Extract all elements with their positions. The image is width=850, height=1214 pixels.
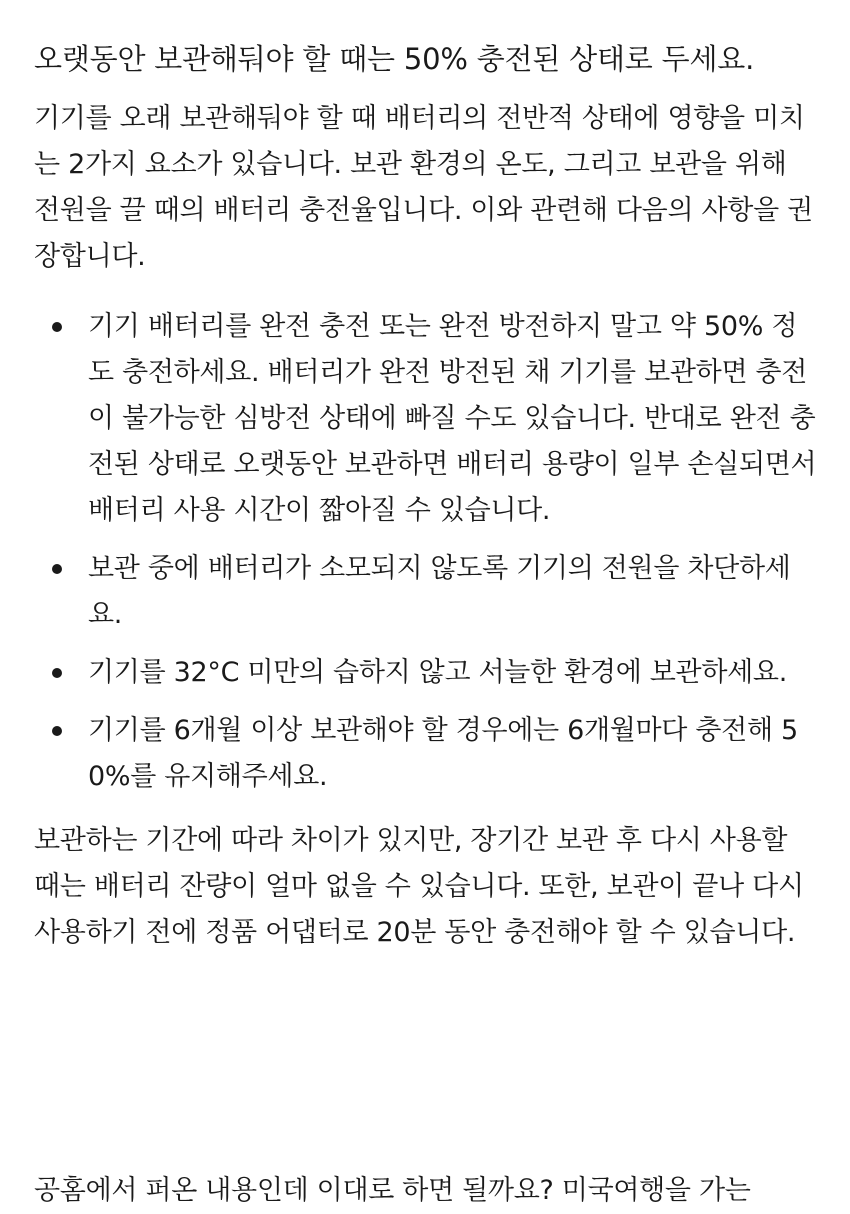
bullet-dot-icon — [52, 322, 62, 332]
list-item — [34, 304, 818, 534]
list-item — [34, 708, 818, 800]
bullet-dot-icon — [52, 564, 62, 574]
bullet-dot-icon — [52, 668, 62, 678]
list-item-text: 보관 중에 배터리가 소모되지 않도록 기기의 전원을 차단하세요. — [88, 553, 791, 630]
recommendation-list — [34, 304, 816, 800]
outro-paragraph: 보관하는 기간에 따라 차이가 있지만, 장기간 보관 후 다시 사용할 때는 배터리 잔량이 얼마 없을 수 있습니다. 또한, 보관이 끝나 다시 사용하기 전에 정품 어댑터로 20분 동안 충전해야 할 수 있습니다. — [34, 825, 804, 948]
bullet-dot-icon — [52, 726, 62, 736]
list-item — [34, 546, 818, 638]
list-item-text: 기기 배터리를 완전 충전 또는 완전 방전하지 말고 약 50% 정도 충전하세요. 배터리가 완전 방전된 채 기기를 보관하면 충전이 불가능한 심방전 상태에 빠질 수도 있습니다. 반대로 완전 충전된 상태로 오랫동안 보관하면 배터리 용량이 일부 손실되면서 배터리 사용 시간이 짧아질 수 있습니다. — [88, 311, 817, 526]
list-item-text: 기기를 6개월 이상 보관해야 할 경우에는 6개월마다 충전해 50%를 유지해주세요. — [88, 715, 798, 792]
list-item-text: 기기를 32°C 미만의 습하지 않고 서늘한 환경에 보관하세요. — [88, 657, 787, 688]
article-heading: 오랫동안 보관해둬야 할 때는 50% 충전된 상태로 두세요. — [34, 42, 755, 76]
user-question: 공홈에서 퍼온 내용인데 이대로 하면 될까요? 미국여행을 가는 — [34, 1175, 751, 1206]
intro-paragraph: 기기를 오래 보관해둬야 할 때 배터리의 전반적 상태에 영향을 미치는 2가지 요소가 있습니다. 보관 환경의 온도, 그리고 보관을 위해 전원을 끌 때의 배터리 충전율입니다. 이와 관련해 다음의 사항을 권장합니다. — [34, 103, 813, 272]
list-item — [34, 650, 818, 696]
